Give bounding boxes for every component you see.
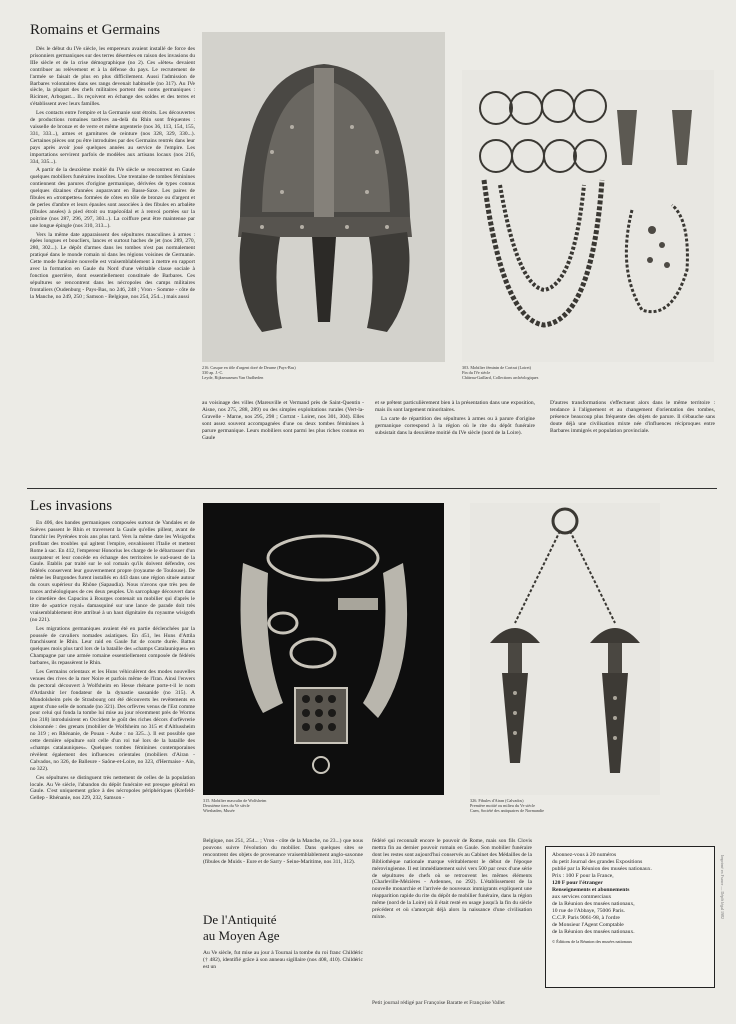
- section1-column-2: au voisinage des villes (Mareuville et Vermand près de Saint-Quentin - Aisne, nos 275, 288, 289) ou des simples exploitations rurales (Vert-la-Gravelle - Marne, nos 295, 298 ; Cortrat - Loiret, nos 301, 304). Elles sont assez souvent accompagnées d'une ou deux tombes féminines à parure germanique. Leurs mobiliers sont parmi les plus riches connus en Gaule: [202, 400, 364, 441]
- paragraph: Les contacts entre l'empire et la Germanie sont étroits. Les découvertes de productions romaines tardives au-delà du Rhin sont fréquentes : vaisselle de bronze et de verre et même argenterie (nos 36, 113, 154, 155, 331, 333...), armes et garnitures de ceinture (nos 328, 329, 330...). Certaines pièces ont pu être introduites par des Germains rentrés dans leur pays après avoir joué quelques années au service de l'empire. Les importations servirent parfois de modèles aux artisans locaux (nos 216, 334, 335...).: [30, 110, 195, 165]
- paragraph: Les migrations germaniques avaient été en partie déclenchées par la poussée de cavaliers nomades asiatiques. En 451, les Huns d'Attila franchissent le Rhin. Leur raid en Gaule fut de courte durée. Battus quelques mois plus tard lors de la bataille des «champs Catalauniques» en Champagne par une armée romaine essentiellement composée de fédérés barbares, ils repassèrent le Rhin.: [30, 625, 195, 667]
- caption-line: 303. Mobilier féminin de Cortrat (Loiret): [462, 365, 532, 370]
- caption-line: 315. Mobilier masculin de Wolfsheim: [203, 798, 267, 803]
- caption-line: Leyde, Rijksmuseum Van Oudheden: [202, 375, 264, 381]
- box-line: 120 F pour l'étranger: [552, 880, 603, 886]
- box-line: du petit Journal des grandes Expositions: [552, 859, 643, 865]
- box-line: 10 rue de l'Abbaye, 75006 Paris.: [552, 908, 625, 914]
- paragraph: La carte de répartition des sépultures à armes ou à parure d'origine germanique correspond à la région où le rite du dépôt funéraire subsistait dans la deuxième moitié du IVe siècle (nord de la Loire).: [375, 415, 535, 436]
- section2-column-2b: Au Ve siècle, fut mise au jour à Tournai la tombe du roi franc Childéric († 482), identifié grâce à son anneau sigillaire (nos 408, 410). Childéric est un: [203, 950, 363, 970]
- paragraph: A partir de la deuxième moitié du IVe siècle se rencontrent en Gaule quelques mobiliers funéraires insolites. Une trentaine de tombes féminines contiennent des parures d'origine germanique, dérivées de types connus quelques dizaines d'années auparavant en Basse-Saxe. Les paires de fibules en «trompettes» formées de côtes en tôle de bronze ou d'argent et de perles d'ambre et leurs épaules sont associées à des fibules en arbalète (fibules ansées) à pied étroit ou trapézoïdal et à renvoi portées sur la poitrine (nos 287, 296, 297, 303...). La coiffure peut être maintenue par une longue épingle (nos 310, 313...).: [30, 167, 195, 229]
- caption-line: Caen, Société des antiquaires de Normandie: [470, 808, 544, 814]
- box-line: C.C.P. Paris 9061-98, à l'ordre: [552, 915, 620, 921]
- section1-column-4: D'autres transformations s'effectuent alors dans le même territoire : tendance à l'alignement et au changement d'orientation des tombes, présence beaucoup plus fréquente des objets de parure. Il s'ébauche sans doute déjà une civilisation mixte née d'influences réciproques entre Barbares immigrés et population provinciale.: [550, 400, 715, 434]
- box-line: Renseignements et abonnements: [552, 887, 630, 893]
- section2-column-3: fédéré qui reconnaît encore le pouvoir de Rome, mais son fils Clovis mettra fin au dernier pouvoir romain en Gaule. Son mobilier funéraire dont les restes sont aujourd'hui conservés au Cabinet des Médailles de la Bibliothèque nationale marque véritablement le début de l'époque mérovingienne. Il est immédiatement suivi vers 500 par ceux d'une série de sépultures de chefs où se retrouvent les mêmes éléments (Charleville-Mézières - Ardennes, no 292). L'établissement de la nouvelle monarchie et l'arrivée de nouveaux immigrants expliquent une réapparition rapide du rite du dépôt de mobilier funéraire, dans la région même (nord de la Loire) où il était resté en usage jusqu'à la fin du siècle précédent et où s'amorçait déjà alors la naissance d'une civilisation mixte.: [372, 838, 532, 920]
- box-line: publié par la Réunion des musées nationaux.: [552, 866, 652, 872]
- jewelry-photo: [462, 70, 714, 362]
- section-title-romains: Romains et Germains: [30, 22, 160, 38]
- helmet-photo: [202, 32, 445, 362]
- section1-column-1: [30, 46, 195, 498]
- caption-line: 330 ap. J.-C.: [202, 370, 224, 376]
- caption-line: 216. Casque en tôle d'argent doré de Deurne (Pays-Bas): [202, 365, 296, 370]
- caption-line: Deuxième tiers du Ve siècle: [203, 803, 250, 809]
- paragraph: et se prêtent particulièrement bien à la présentation dans une exposition, mais ils sont largement minoritaires.: [375, 400, 535, 413]
- paragraph: En 406, des bandes germaniques composées surtout de Vandales et de Suèves passent le Rhin et traversent la Gaule qu'elles pillent, avant de franchir les Pyrénées trois ans plus tard. Vers la même date les Wisigoths profitant des troubles qui agitent l'empire, envahissent l'Italie et mettent Rome à sac. En 412, l'empereur Honorius les charge de le débarrasser d'un usurpateur et leur concède en échange des territoires le sud-ouest de la Gaule. Etablis par traité sur le sol romain qu'ils doivent défendre, ces fédérés conservent leur gouvernement propre (royaume de Toulouse). De même les Burgondes furent installés en 443 dans une région située autour du cours supérieur du Rhône (Sapaudia). Nous n'avons que très peu de traces archéologiques de ces deux peuples. Un sarcophage découvert dans le cimetière des Capucins à Bourges contenait un mobilier qui d'après le titre de «patrice royal» damasquiné sur une lance de parade doit très vraisemblablement être attribué à un haut dignitaire du royaume wisigoth (no 221).: [30, 520, 195, 623]
- caption-line: Fin du IVe siècle: [462, 370, 491, 376]
- subtitle-moyen-age: au Moyen Age: [203, 928, 280, 943]
- box-line: aux services commerciaux: [552, 894, 612, 900]
- figure-caption-326: [470, 798, 650, 814]
- caption-line: Première moitié ou milieu du Ve siècle: [470, 803, 536, 809]
- box-line: de la Réunion des musées nationaux,: [552, 901, 635, 907]
- caption-line: Château-Gaillard, Collections archéologiques: [462, 375, 539, 381]
- box-line: Prix : 100 F pour la France,: [552, 873, 614, 879]
- figure-caption-216: [202, 365, 342, 381]
- helmet-illustration: [202, 32, 445, 362]
- paragraph: Dès le début du IVe siècle, les empereurs avaient installé de force des prisonniers germaniques sur des terres désertées en raison des invasions du IIIe siècle et de la crise démographique (no 2). Ces «lètes» devaient contribuer au relèvement et à la défense du pays. Le recrutement de l'armée se faisait de plus en plus difficilement. Aussi l'admission de Barbares volontaires dans ses rangs devenait habituelle (no 317). Au IVe siècle, la plupart des chefs militaires portent des noms germaniques : Ricimer, Arbogast... Ils reçoivent en échange des soldes et des terres et s'établissent avec leurs familles.: [30, 46, 195, 108]
- wolfsheim-photo: [203, 503, 444, 795]
- edge-note: Imprimé en France — Dépôt légal 1982: [720, 855, 725, 919]
- section-divider: [27, 488, 717, 489]
- figure-caption-303: [462, 365, 642, 381]
- paragraph: Vers la même date apparaissent des sépultures masculines à armes : épées longues et boucliers, lances et surtout haches de jet (nos 289, 270, 280, 302...). Le dépôt d'armes dans les tombes n'est pas normalement pratiqué dans le monde romain ni dans les régions voisines de Germanie. Cette mode funéraire nouvelle est vraisemblablement à mettre en rapport avec la formation en Gaule du Nord d'une véritable classe sociale à fonction guerrière, dont essentiellement constituée de Barbares. Ces sépultures se rencontrent dans les nécropoles des camps militaires frontaliers (Oudenburg - Pays-Bas, no 246, 248 ; Vron - Somme - côte de la Manche, no 249, 250 ; Samson - Belgique, nos 254, 254...) mais aussi: [30, 231, 195, 300]
- paragraph: Les Germains orientaux et les Huns véhiculèrent des modes nouvelles venues des rives de la mer Noire et parfois même de l'Iran. Ainsi l'envers du pectoral découvert à Wolfsheim en Hesse rhénane porte-t-il le nom d'Ardarshir 1er fondateur de la dynastie sassanide (no 315). A Mundolsheim près de Strasbourg ont été découverts les revêtements en argent d'une selle de nomade (no 321). Des orfèvres venus de l'Est comme pour celui qui fonda la tombe lui mise au jour récemment près de Worms (no 318) introduisirent en Occident le goût des riches décors d'orfèvrerie cloisonnée : des grenats (mobilier de Wolfsheim no 315 et d'Altlussheim no 319 ; en Rhénanie, de Pouan - Aube : no 325...). Il est possible que cette dernière sépulture soit celle d'un roi tué lors de la bataille des «champs catalauniques». Quelques tombes féminines contemporaines révèlent également des influences orientales (mobiliers d'Airan - Calvados, no 326, de Balleure - Saône-et-Loire, no 323, d'Hermaise - Ain, no 322).: [30, 669, 195, 772]
- section1-column-3: [375, 400, 535, 490]
- jewelry-illustration: [462, 70, 714, 362]
- subscription-box: [545, 846, 715, 988]
- box-line: Abonnez-vous à 20 numéros: [552, 852, 617, 858]
- section2-column-2a: Belgique, nos 251, 254... ; Vron - côte de la Manche, no 23...) que nous pouvons suivre l'évolution du mobilier. Dans quelques sites se rencontrent des objets de provenance vraisemblablement anglo-saxonne (fibules de Muids - Eure et de Sarry - Seine-Maritime, nos 311, 312).: [203, 838, 363, 865]
- subtitle-antiquite: De l'Antiquité: [203, 912, 277, 927]
- paragraph: Ces sépultures se distinguent très nettement de celles de la population locale. Au Ve siècle, l'abandon du dépôt funéraire est presque général en Gaule. C'est uniquement grâce à des nécropoles périphériques (Krefeld-Gellep - Rhénanie, nos 229, 232, Samson -: [30, 774, 195, 802]
- footer-credit: Petit journal rédigé par Françoise Baratte et Françoise Vallet: [372, 1000, 505, 1006]
- airan-fibulae-illustration: [470, 503, 660, 795]
- section2-column-1: [30, 520, 195, 988]
- wolfsheim-illustration: [203, 503, 444, 795]
- caption-line: Wiesbaden, Musée: [203, 808, 235, 814]
- box-line: de la Réunion des musées nationaux.: [552, 929, 635, 935]
- box-line: de Monsieur l'Agent Comptable: [552, 922, 624, 928]
- section-title-invasions: Les invasions: [30, 498, 113, 514]
- airan-fibulae-photo: [470, 503, 660, 795]
- box-copyright: © Éditions de la Réunion des musées nationaux: [552, 939, 633, 944]
- figure-caption-315: [203, 798, 343, 814]
- caption-line: 326. Fibules d'Airan (Calvados): [470, 798, 524, 803]
